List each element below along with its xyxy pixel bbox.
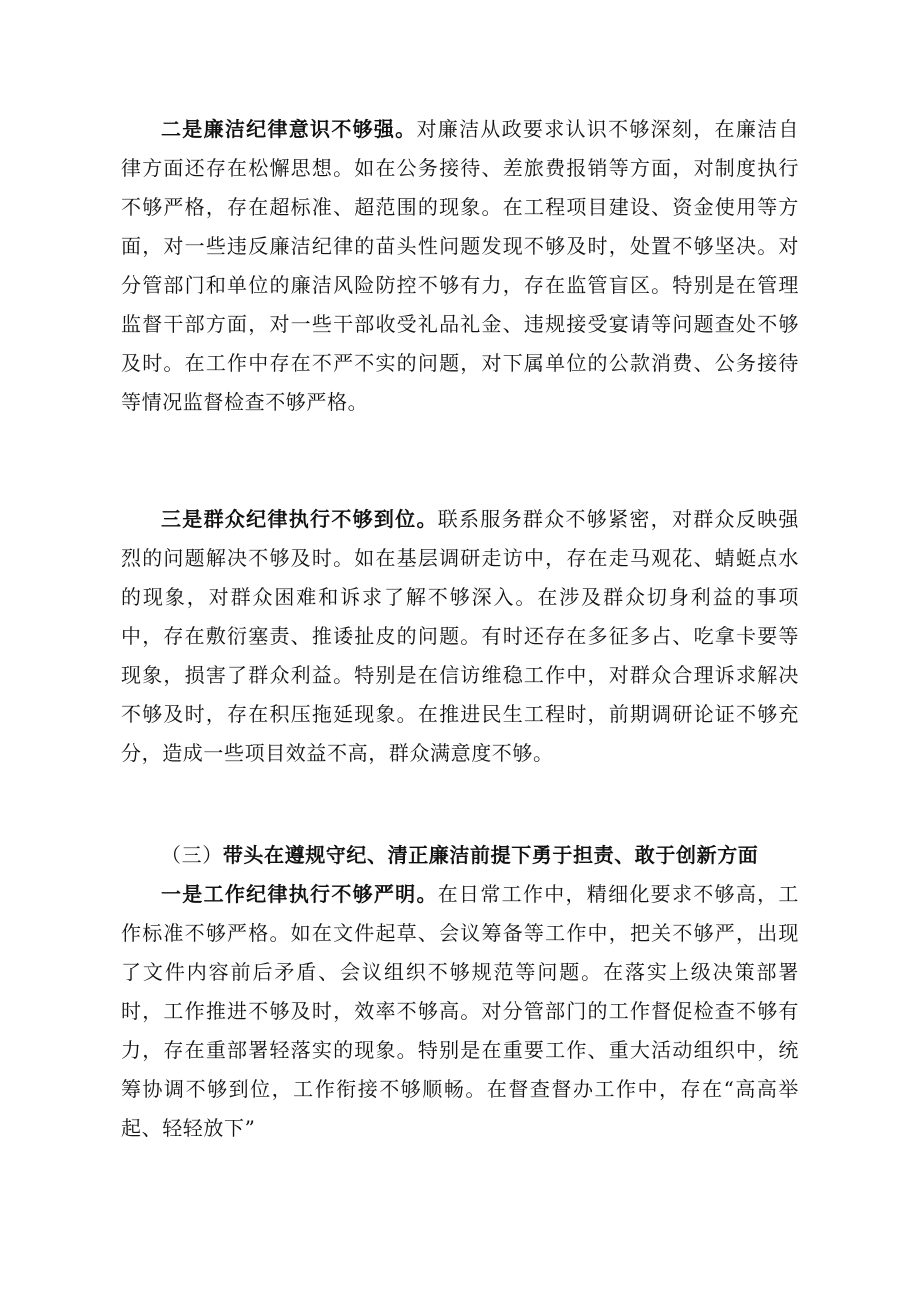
paragraph-integrity-discipline: [121, 110, 799, 422]
paragraph-lead: 一是工作纪律执行不够严明。: [161, 882, 438, 906]
section-heading: [121, 836, 799, 875]
paragraph-lead: 二是廉洁纪律意识不够强。: [161, 117, 417, 141]
paragraph-mass-discipline: [121, 500, 799, 773]
section-heading-title: 带头在遵规守纪、清正廉洁前提下勇于担责、敢于创新方面: [222, 843, 759, 867]
section-heading-prefix: （三）: [161, 843, 223, 867]
paragraph-body: 联系服务群众不够紧密，对群众反映强烈的问题解决不够及时。如在基层调研走访中，存在走马观花、蜻蜓点水的现象，对群众困难和诉求了解不够深入。在涉及群众切身利益的事项中，存在敷衍塞责、推诿扯皮的问题。有时还存在多征多占、吃拿卡要等现象，损害了群众利益。特别是在信访维稳工作中，对群众合理诉求解决不够及时，存在积压拖延现象。在推进民生工程时，前期调研论证不够充分，造成一些项目效益不高，群众满意度不够。: [121, 507, 799, 765]
paragraph-lead: 三是群众纪律执行不够到位。: [161, 507, 438, 531]
paragraph-body: 在日常工作中，精细化要求不够高，工作标准不够严格。如在文件起草、会议筹备等工作中，把关不够严，出现了文件内容前后矛盾、会议组织不够规范等问题。在落实上级决策部署时，工作推进不够及时，效率不够高。对分管部门的工作督促检查不够有力，存在重部署轻落实的现象。特别是在重要工作、重大活动组织中，统筹协调不够到位，工作衔接不够顺畅。在督查督办工作中，存在“高高举起、轻轻放下”: [121, 882, 799, 1140]
paragraph-body: 对廉洁从政要求认识不够深刻，在廉洁自律方面还存在松懈思想。如在公务接待、差旅费报销等方面，对制度执行不够严格，存在超标准、超范围的现象。在工程项目建设、资金使用等方面，对一些违反廉洁纪律的苗头性问题发现不够及时，处置不够坚决。对分管部门和单位的廉洁风险防控不够有力，存在监管盲区。特别是在管理监督干部方面，对一些干部收受礼品礼金、违规接受宴请等问题查处不够及时。在工作中存在不严不实的问题，对下属单位的公款消费、公务接待等情况监督检查不够严格。: [121, 117, 799, 414]
paragraph-work-discipline: [121, 875, 799, 1148]
